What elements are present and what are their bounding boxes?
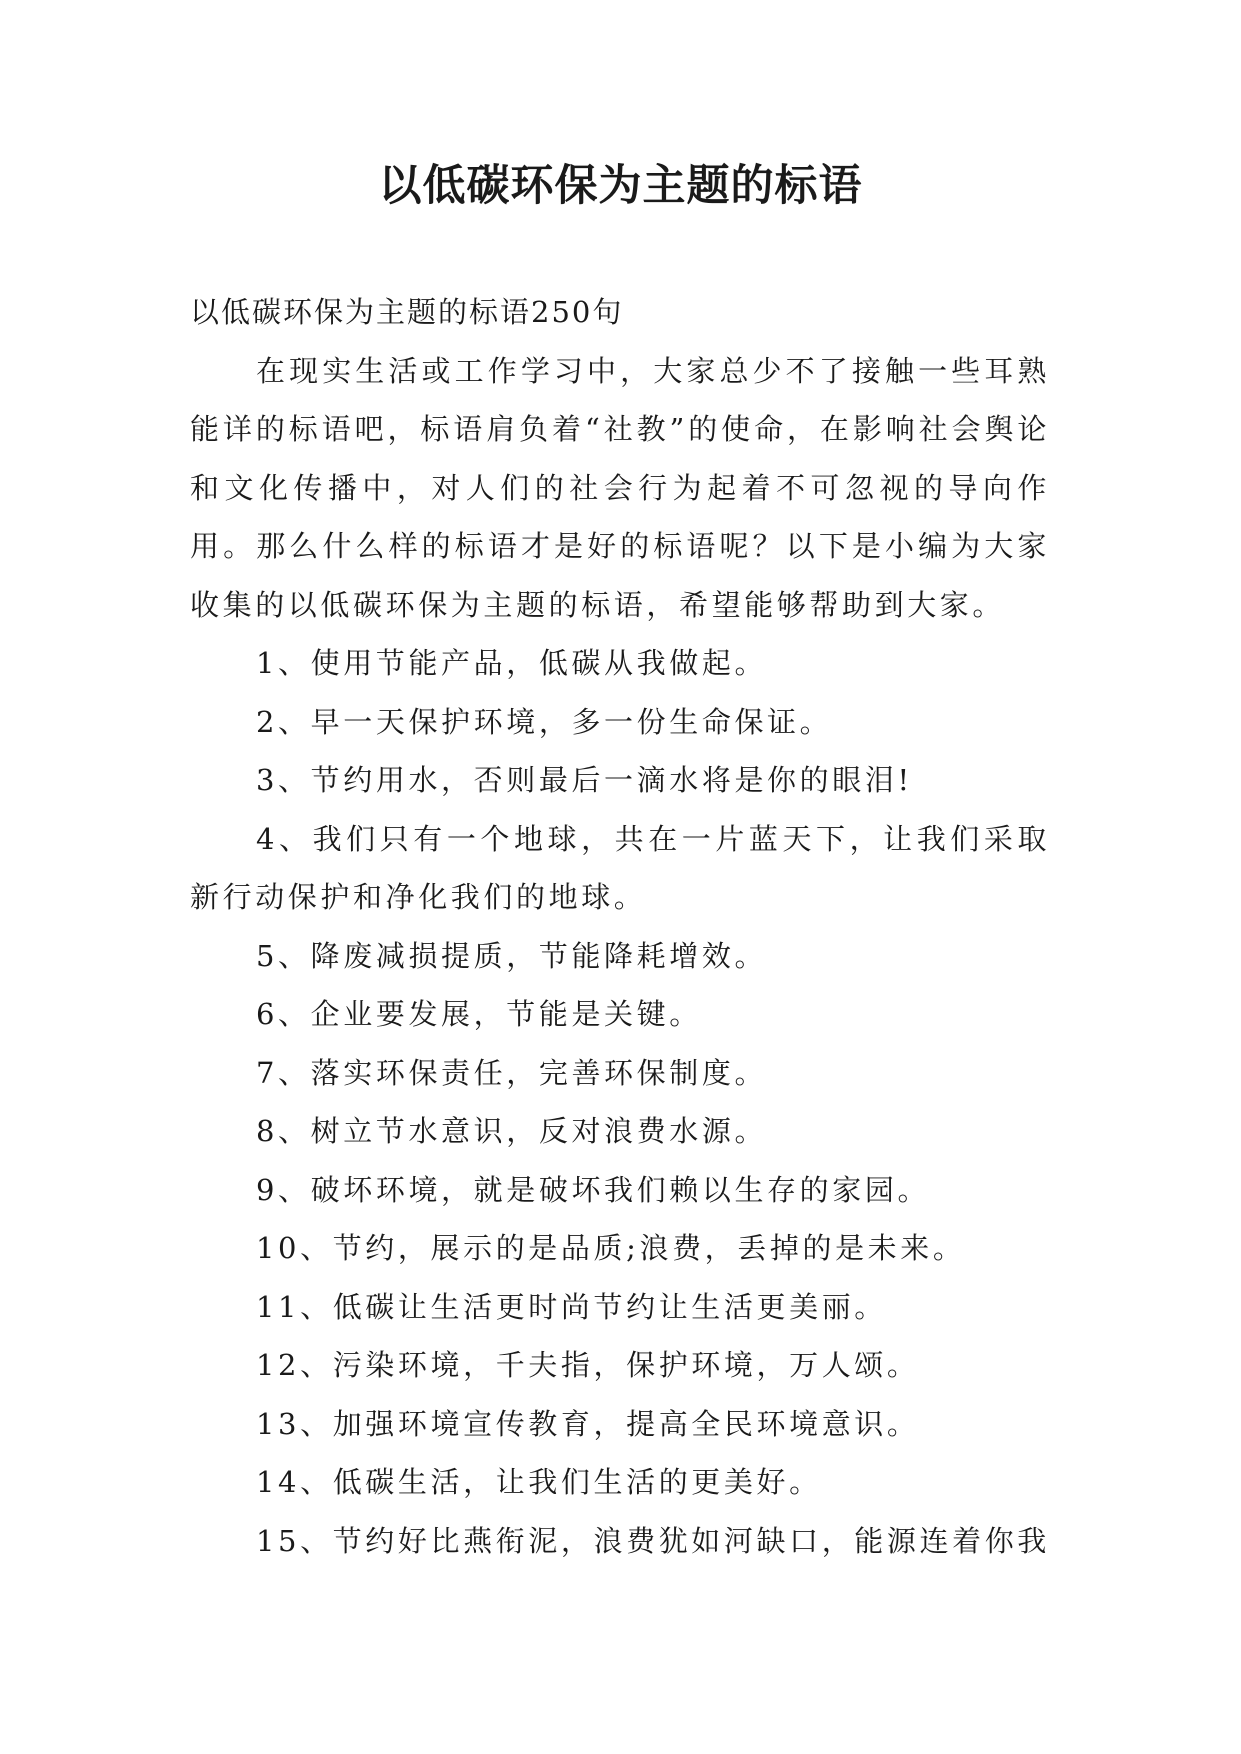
list-item: 10、节约，展示的是品质;浪费，丢掉的是未来。 bbox=[256, 1231, 966, 1265]
list-item: 6、企业要发展，节能是关键。 bbox=[256, 997, 702, 1031]
list-item: 8、树立节水意识，反对浪费水源。 bbox=[256, 1114, 768, 1148]
list-item: 11、低碳让生活更时尚节约让生活更美丽。 bbox=[256, 1289, 887, 1324]
list-item: 12、污染环境，千夫指，保护环境，万人颂。 bbox=[256, 1348, 920, 1382]
list-item: 5、降废减损提质，节能降耗增效。 bbox=[256, 938, 768, 973]
list-item: 2、早一天保护环境，多一份生命保证。 bbox=[256, 704, 833, 739]
list-item: 4、我们只有一个地球，共在一片蓝天下，让我们采取新行动保护和净化我们的地球。 bbox=[190, 821, 1050, 914]
list-item: 7、落实环保责任，完善环保制度。 bbox=[256, 1055, 768, 1090]
document-subtitle: 以低碳环保为主题的标语250句 bbox=[190, 295, 624, 329]
page-title: 以低碳环保为主题的标语 bbox=[378, 161, 863, 211]
document-body bbox=[190, 283, 1050, 1570]
list-item: 1、使用节能产品，低碳从我做起。 bbox=[256, 646, 768, 680]
list-item: 9、破坏环境，就是破坏我们赖以生存的家园。 bbox=[256, 1172, 931, 1207]
list-item: 14、低碳生活，让我们生活的更美好。 bbox=[256, 1465, 822, 1499]
list-item: 3、节约用水，否则最后一滴水将是你的眼泪! bbox=[256, 763, 913, 797]
list-item: 15、节约好比燕衔泥，浪费犹如河缺口，能源连着你我 bbox=[256, 1523, 1050, 1558]
intro-paragraph: 在现实生活或工作学习中，大家总少不了接触一些耳熟能详的标语吧，标语肩负着“社教”的使命，在影响社会舆论和文化传播中，对人们的社会行为起着不可忽视的导向作用。那么什么样的标语才是好的标语呢？以下是小编为大家收集的以低碳环保为主题的标语，希望能够帮助到大家。 bbox=[190, 353, 1050, 622]
list-item: 13、加强环境宣传教育，提高全民环境意识。 bbox=[256, 1406, 920, 1441]
